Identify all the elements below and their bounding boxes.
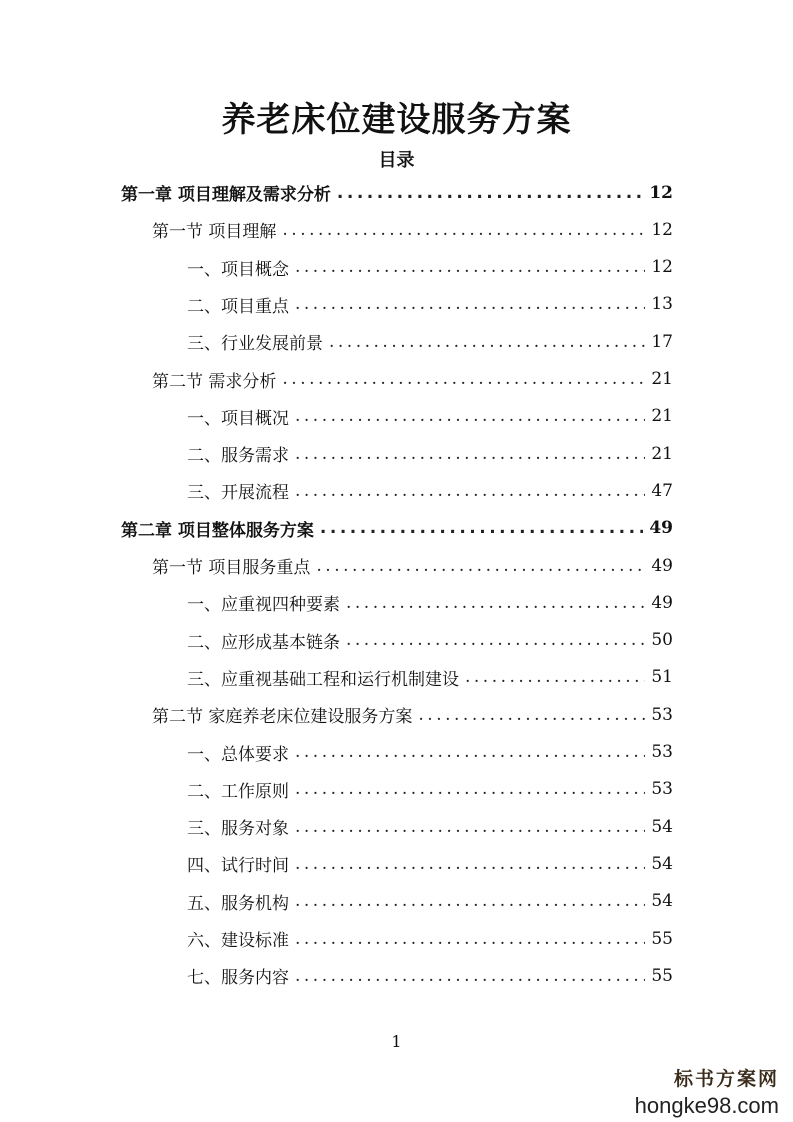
watermark-url: hongke98.com: [634, 1093, 779, 1118]
toc-entry[interactable]: [187, 920, 673, 957]
toc-entry-page: 13: [651, 294, 673, 315]
toc-entry[interactable]: [187, 584, 673, 621]
toc-entry[interactable]: [187, 249, 673, 286]
toc-entry[interactable]: [187, 435, 673, 472]
toc-dot-leader: [346, 630, 645, 650]
toc-entry[interactable]: [187, 734, 673, 771]
toc-entry-label: 三、应重视基础工程和运行机制建设: [187, 669, 459, 690]
toc-entry-page: 53: [651, 742, 673, 762]
toc-entry-label: 二、服务需求: [187, 446, 289, 467]
toc-heading: 目录: [378, 150, 415, 171]
toc-entry[interactable]: [152, 696, 673, 733]
toc-entry-label: 一、项目概况: [187, 408, 289, 429]
toc-dot-leader: [295, 966, 645, 986]
toc-dot-leader: [316, 556, 645, 576]
toc-entry-page: 55: [651, 928, 673, 949]
toc-entry[interactable]: [187, 808, 673, 845]
toc-entry-page: 55: [651, 965, 673, 986]
toc-entry-label: 第二节 需求分析: [152, 371, 277, 392]
toc-entry[interactable]: [152, 547, 673, 584]
page-number: 1: [391, 1032, 402, 1051]
toc-entry[interactable]: [187, 286, 673, 323]
toc-dot-leader: [295, 742, 645, 762]
toc-dot-leader: [282, 369, 645, 389]
toc-entry-label: 二、项目重点: [187, 296, 289, 317]
toc-dot-leader: [418, 705, 645, 725]
toc-entry-page: 54: [651, 816, 673, 837]
toc-entry-label: 第一节 项目理解: [152, 222, 277, 243]
toc-entry-label: 一、应重视四种要素: [187, 595, 340, 616]
toc-entry-label: 七、服务内容: [187, 968, 289, 989]
toc-entry[interactable]: [121, 510, 673, 547]
toc-entry-label: 第二节 家庭养老床位建设服务方案: [152, 707, 413, 728]
toc-entry-page: 21: [651, 369, 673, 389]
toc-entry[interactable]: [187, 472, 673, 509]
toc-entry-page: 12: [651, 257, 673, 278]
toc-entry[interactable]: [152, 361, 673, 398]
watermark: [589, 1064, 779, 1119]
toc-entry-page: 49: [651, 592, 673, 613]
toc-entry-page: 12: [649, 182, 673, 203]
toc-dot-leader: [295, 929, 645, 949]
toc-entry[interactable]: [187, 622, 673, 659]
toc-dot-leader: [295, 406, 645, 426]
toc-dot-leader: [295, 817, 645, 837]
toc-entry[interactable]: [187, 398, 673, 435]
toc-dot-leader: [337, 183, 643, 203]
toc-entry-label: 五、服务机构: [187, 893, 289, 914]
toc-entry-page: 54: [651, 891, 673, 912]
toc-entry-label: 一、项目概念: [187, 259, 289, 280]
toc-dot-leader: [329, 332, 645, 352]
toc-dot-leader: [295, 854, 645, 874]
toc-entry-label: 二、工作原则: [187, 781, 289, 802]
toc-entry-label: 四、试行时间: [187, 856, 289, 877]
toc-entry-label: 三、行业发展前景: [187, 334, 323, 355]
toc-entry-page: 53: [651, 704, 673, 725]
watermark-brand: 标书方案网: [673, 1068, 779, 1090]
toc-dot-leader: [320, 518, 643, 538]
toc-entry-label: 第一节 项目服务重点: [152, 558, 311, 578]
toc-dot-leader: [282, 220, 645, 240]
toc-entry[interactable]: [187, 323, 673, 360]
toc-dot-leader: [295, 444, 645, 464]
toc-dot-leader: [295, 779, 645, 799]
toc-entry-label: 二、应形成基本链条: [187, 632, 340, 653]
toc-entry-page: 54: [651, 853, 673, 874]
toc-entry[interactable]: [187, 659, 673, 696]
toc-dot-leader: [295, 257, 645, 277]
toc-entry[interactable]: [187, 845, 673, 882]
toc-entry-page: 51: [651, 667, 673, 688]
toc-dot-leader: [295, 891, 645, 911]
toc-entry-label: 第一章 项目理解及需求分析: [121, 185, 331, 205]
toc-entry-label: 第二章 项目整体服务方案: [121, 520, 314, 541]
toc-entry-label: 六、建设标准: [187, 931, 289, 951]
toc-entry-page: 53: [651, 779, 673, 800]
toc-entry-label: 三、开展流程: [187, 483, 289, 504]
toc-dot-leader: [295, 294, 645, 314]
toc-entry-page: 21: [651, 443, 673, 464]
toc-entry-page: 49: [649, 518, 673, 539]
toc-entry[interactable]: [187, 957, 673, 994]
toc-entry[interactable]: [187, 883, 673, 920]
toc-entry-page: 50: [651, 630, 673, 651]
toc-entry-page: 49: [651, 555, 673, 576]
document-title: 养老床位建设服务方案: [221, 100, 572, 140]
toc-dot-leader: [346, 593, 645, 613]
toc-entry-page: 47: [651, 480, 673, 501]
toc-entry[interactable]: [121, 174, 673, 211]
toc-dot-leader: [295, 481, 645, 501]
toc-entry-page: 21: [651, 406, 673, 427]
toc-entry-page: 12: [651, 219, 673, 240]
toc-entry[interactable]: [187, 771, 673, 808]
toc-entry-label: 一、总体要求: [187, 744, 289, 765]
toc-entry-label: 三、服务对象: [187, 819, 289, 840]
toc-dot-leader: [465, 667, 645, 687]
toc-entry-page: 17: [651, 331, 673, 352]
toc-entry[interactable]: [152, 211, 673, 248]
